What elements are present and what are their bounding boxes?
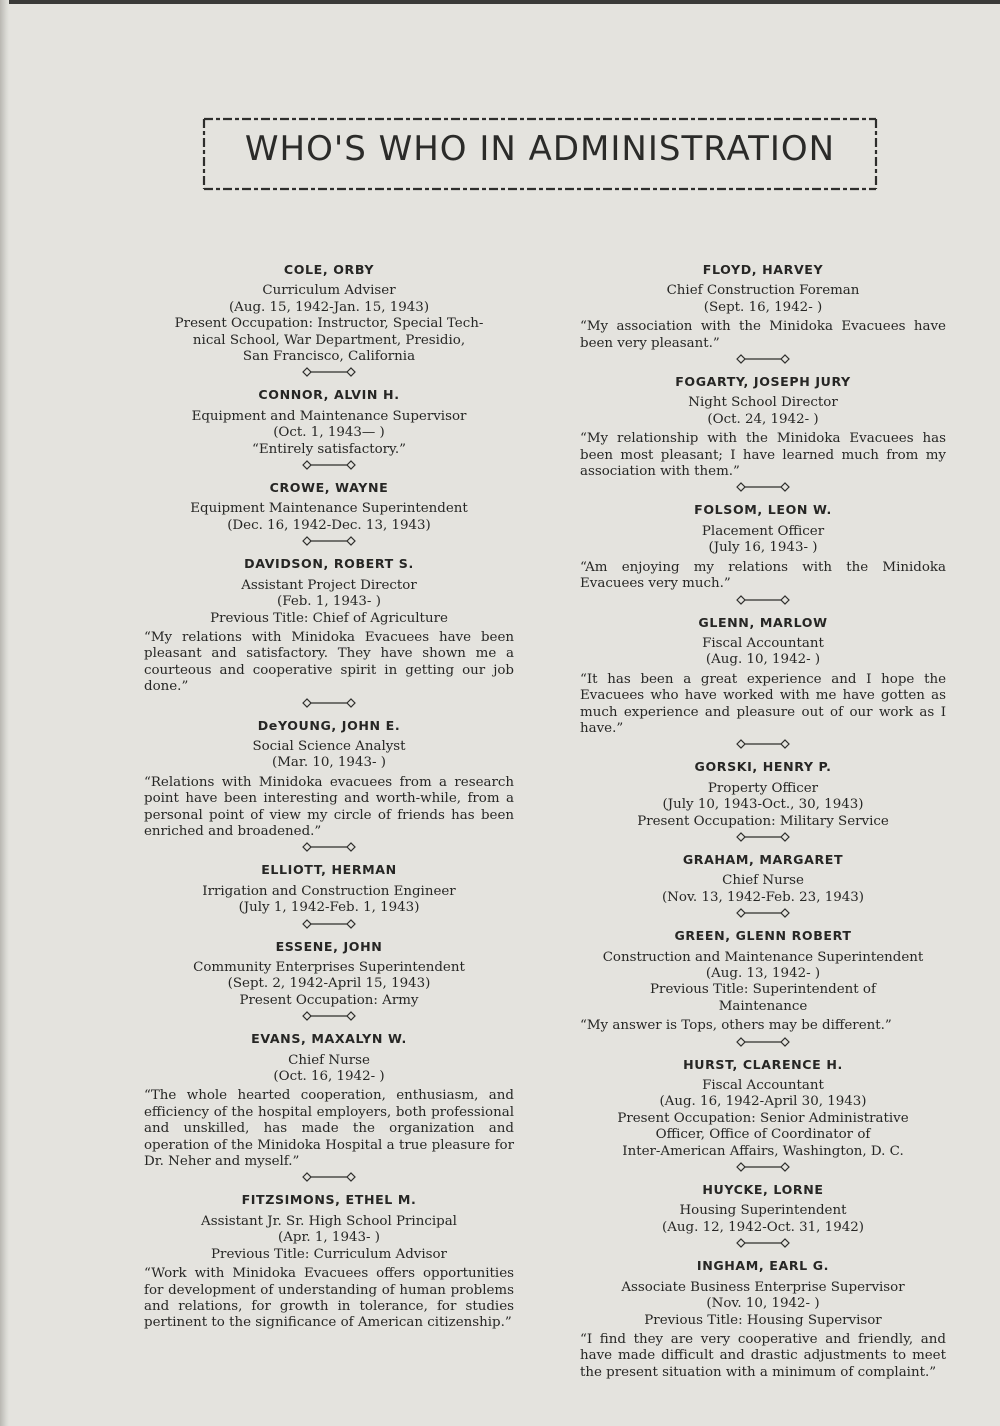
staff-detail-line: Present Occupation: Army (239, 992, 419, 1008)
staff-name: GORSKI, HENRY P. (694, 759, 832, 775)
staff-detail-line: (July 16, 1943- ) (708, 540, 818, 556)
staff-name: GREEN, GLENN ROBERT (674, 928, 852, 944)
staff-quote: “Work with Minidoka Evacuees offers opportunities for development of understanding of human problems and relations, for growth in tolerance, for studies pertinent to the significance of American citizenship.” (144, 1266, 514, 1331)
staff-detail-line: (Nov. 10, 1942- ) (706, 1296, 820, 1312)
staff-detail-line: (Nov. 13, 1942-Feb. 23, 1943) (661, 889, 865, 905)
ornament-divider (302, 460, 356, 470)
staff-quote: “Relations with Minidoka evacuees from a research point have been interesting and worth-while, from a personal point of view my circle of friends has been enriched and broadened.” (144, 774, 514, 839)
staff-detail-line: (Aug. 13, 1942- ) (705, 966, 821, 981)
ornament-divider (736, 354, 790, 364)
staff-entry (580, 928, 946, 1034)
staff-entry (580, 1258, 946, 1381)
staff-entry (144, 556, 514, 695)
staff-quote: “My association with the Minidoka Evacuees have been very pleasant.” (580, 319, 946, 351)
staff-detail-line: (Aug. 10, 1942- ) (705, 652, 821, 668)
staff-detail-line: (Apr. 1, 1943- ) (277, 1230, 381, 1246)
staff-detail-line: “Entirely satisfactory.” (252, 441, 406, 457)
staff-name: FOGARTY, JOSEPH JURY (675, 374, 851, 390)
staff-detail-line: Fiscal Accountant (702, 635, 824, 651)
staff-quote: “It has been a great experience and I hope the Evacuees who have worked with me have gotten as much experience and pleasure out of our work as I have.” (580, 671, 946, 736)
scan-top-edge (0, 0, 1000, 4)
staff-entry (580, 374, 946, 480)
staff-entry (144, 262, 514, 365)
staff-name: DAVIDSON, ROBERT S. (244, 556, 414, 572)
staff-name: EVANS, MAXALYN W. (251, 1031, 407, 1047)
staff-name: GLENN, MARLOW (698, 614, 828, 630)
staff-detail-line: Associate Business Enterprise Supervisor (621, 1279, 905, 1295)
staff-name: COLE, ORBY (283, 262, 375, 277)
ornament-divider (736, 595, 790, 605)
staff-name: ESSENE, JOHN (275, 938, 383, 954)
staff-detail-line: Property Officer (707, 780, 819, 796)
ornament-divider (736, 739, 790, 749)
staff-detail-line: Previous Title: Superintendent of (650, 982, 876, 998)
ornament-divider (736, 908, 790, 918)
staff-quote: “Am enjoying my relations with the Minidoka Evacuees very much.” (580, 559, 946, 592)
staff-detail-line: Curriculum Adviser (262, 283, 396, 299)
left-column (144, 262, 514, 1332)
staff-detail-line: Maintenance (718, 998, 808, 1014)
staff-detail-line: (July 10, 1943-Oct., 30, 1943) (662, 797, 864, 813)
staff-entry (144, 939, 514, 1010)
ornament-divider (302, 919, 356, 929)
staff-name: INGHAM, EARL G. (696, 1258, 830, 1274)
staff-quote: “The whole hearted cooperation, enthusiasm, and efficiency of the hospital employers, both professional and unskilled, has made the organization and operation of the Minidoka Hospital a true pleasure for Dr. Neher and myself.” (144, 1088, 514, 1170)
staff-entry (580, 1057, 946, 1160)
staff-detail-line: (July 1, 1942-Feb. 1, 1943) (238, 900, 420, 916)
staff-detail-line: Placement Officer (701, 523, 825, 539)
staff-detail-line: Officer, Office of Coordinator of (655, 1127, 871, 1143)
staff-detail-line: Construction and Maintenance Superintendent (602, 949, 924, 965)
staff-entry (580, 262, 946, 352)
right-column (580, 262, 946, 1381)
ornament-divider (302, 367, 356, 377)
staff-detail-line: Previous Title: Curriculum Advisor (211, 1246, 447, 1262)
staff-detail-line: Irrigation and Construction Engineer (202, 883, 456, 899)
ornament-divider (302, 842, 356, 852)
staff-detail-line: Present Occupation: Instructor, Special Tech- (174, 316, 484, 332)
staff-detail-line: (Sept. 2, 1942-April 15, 1943) (227, 976, 431, 992)
staff-entry (580, 615, 946, 738)
staff-detail-line: Inter-American Affairs, Washington, D. C. (622, 1143, 904, 1159)
staff-detail-line: (Mar. 10, 1943- ) (272, 755, 386, 771)
staff-quote: “I find they are very cooperative and friendly, and have made difficult and drastic adjustments to meet the present situation with a minimum of complaint.” (580, 1331, 946, 1380)
staff-detail-line: Chief Nurse (288, 1052, 370, 1068)
staff-detail-line: Present Occupation: Military Service (637, 813, 889, 829)
staff-detail-line: Equipment and Maintenance Supervisor (191, 408, 467, 424)
ornament-divider (736, 1162, 790, 1172)
staff-detail-line: (Aug. 12, 1942-Oct. 31, 1942) (662, 1219, 864, 1235)
staff-detail-line: (Aug. 16, 1942-April 30, 1943) (659, 1094, 867, 1110)
ornament-divider (302, 1011, 356, 1021)
staff-entry (144, 862, 514, 916)
staff-entry (144, 1031, 514, 1170)
staff-detail-line: Community Enterprises Superintendent (193, 960, 465, 975)
staff-detail-line: (Aug. 15, 1942-Jan. 15, 1943) (228, 299, 430, 315)
staff-name: HURST, CLARENCE H. (683, 1056, 843, 1072)
staff-detail-line: nical School, War Department, Presidio, (192, 332, 466, 348)
staff-name: FITZSIMONS, ETHEL M. (241, 1192, 417, 1208)
staff-detail-line: Previous Title: Housing Supervisor (644, 1312, 882, 1328)
staff-quote: “My relationship with the Minidoka Evacuees has been most pleasant; I have learned much from my association with them.” (580, 431, 946, 480)
staff-name: GRAHAM, MARGARET (682, 851, 844, 867)
staff-entry (580, 502, 946, 592)
staff-detail-line: Previous Title: Chief of Agriculture (210, 610, 448, 626)
staff-entry (144, 387, 514, 458)
staff-entry (144, 480, 514, 534)
staff-detail-line: Assistant Project Director (241, 577, 417, 593)
staff-detail-line: Night School Director (688, 395, 838, 411)
staff-name: ELLIOTT, HERMAN (261, 862, 397, 878)
staff-quote: “My relations with Minidoka Evacuees have been pleasant and satisfactory. They have shown me a courteous and cooperative spirit in getting our job done.” (144, 629, 514, 695)
staff-detail-line: Assistant Jr. Sr. High School Principal (201, 1213, 457, 1229)
staff-detail-line: Housing Superintendent (679, 1203, 847, 1219)
ornament-divider (736, 1238, 790, 1248)
page-binding-shadow (0, 0, 9, 1426)
staff-detail-line: Present Occupation: Senior Administrative (617, 1110, 909, 1126)
staff-detail-line: (Oct. 1, 1943— ) (273, 425, 385, 441)
staff-entry (580, 759, 946, 830)
ornament-divider (302, 698, 356, 708)
staff-detail-line: Chief Construction Foreman (666, 283, 860, 299)
staff-detail-line: Equipment Maintenance Superintendent (190, 501, 468, 517)
staff-name: DeYOUNG, JOHN E. (257, 717, 401, 733)
staff-name: CROWE, WAYNE (269, 480, 389, 496)
staff-entry (580, 1182, 946, 1236)
ornament-divider (736, 482, 790, 492)
ornament-divider (302, 1172, 356, 1182)
staff-detail-line: (Oct. 16, 1942- ) (273, 1069, 385, 1085)
staff-detail-line: Chief Nurse (722, 873, 804, 889)
staff-quote: “My answer is Tops, others may be different.” (580, 1018, 892, 1034)
staff-detail-line: Fiscal Accountant (702, 1078, 824, 1094)
title-banner (200, 115, 880, 193)
ornament-divider (736, 1037, 790, 1047)
staff-detail-line: (Dec. 16, 1942-Dec. 13, 1943) (227, 517, 431, 533)
ornament-divider (736, 832, 790, 842)
staff-name: FLOYD, HARVEY (702, 262, 824, 277)
staff-detail-line: San Francisco, California (242, 349, 416, 365)
staff-detail-line: (Feb. 1, 1943- ) (277, 594, 381, 610)
staff-entry (144, 718, 514, 841)
ornament-divider (302, 536, 356, 546)
staff-name: HUYCKE, LORNE (702, 1182, 824, 1198)
staff-entry (144, 1192, 514, 1331)
staff-detail-line: Social Science Analyst (252, 738, 406, 754)
staff-detail-line: (Sept. 16, 1942- ) (703, 299, 823, 315)
staff-name: FOLSOM, LEON W. (694, 502, 832, 518)
staff-name: CONNOR, ALVIN H. (258, 387, 400, 403)
page-title: WHO'S WHO IN ADMINISTRATION (244, 129, 836, 169)
staff-entry (580, 852, 946, 906)
staff-detail-line: (Oct. 24, 1942- ) (707, 411, 819, 427)
